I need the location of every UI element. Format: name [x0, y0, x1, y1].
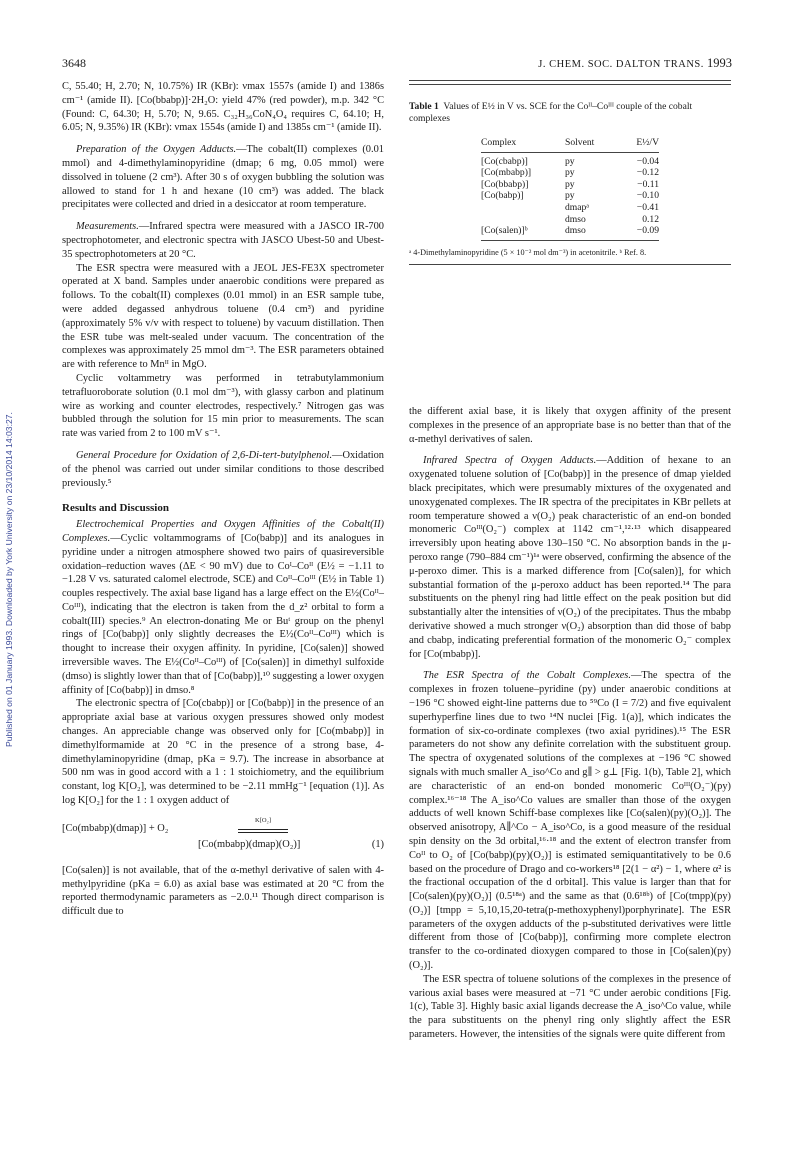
- table-cell: py: [565, 178, 575, 190]
- table-row: [481, 225, 659, 240]
- paragraph: The electronic spectra of [Co(cbabp)] or [Co(babp)] in the presence of an appropriate axial base at various oxygen pressures showed only modest changes. An appreciable change was observed only for [Co(mbabp)] in dimethylformamide at 20 °C in the presence of a strong base, 4-dimethylaminopyridine (dmap, pKa = 9.7). The increase in absorbance at 500 nm was in good accord with a 1 : 1 stoichiometry, and the equilibrium constant, log K[O₂], was determined to be −2.11 mmHg⁻¹ [equation (1)]. As log K[O₂] for the 1 : 1 oxygen adduct of: [62, 698, 384, 807]
- table-header-row: [481, 137, 659, 152]
- paragraph-body: —Oxidation of the phenol was carried out under similar conditions to those described previously.⁵: [62, 449, 384, 489]
- paragraph-title: The ESR Spectra of the Cobalt Complexes.: [423, 670, 631, 682]
- paragraph: [62, 220, 384, 261]
- paragraph: the different axial base, it is likely that oxygen affinity of the present complexes in the presence of an appropriate base is no better than that of the α-methyl derivatives of salen.: [409, 406, 731, 445]
- paragraph: [409, 669, 731, 973]
- left-column: [62, 80, 384, 919]
- download-stamp[interactable]: Published on 01 January 1993. Downloaded by York University on 23/10/2014 14:03:27.: [4, 412, 14, 748]
- table-cell: −0.41: [636, 201, 659, 213]
- paragraph-body: —Cyclic voltammograms of [Co(babp)] and its analogues in pyridine under a nitrogen atmosphere showed two pairs of quasireversible oxidation–reduction waves (ΔE < 90 mV) due to Coᴵ–Coᴵᴵ (E½ = −1.11 to −1.28 V vs. saturated calomel electrode, SCE) and Coᴵᴵ–Coᴵᴵᴵ (E½ in Table 1) couples respectively. The axial base ligand has a large effect on the E½(Coᴵᴵ–Coᴵᴵᴵ), indicating that the electron is taken from the d_z² orbital to form a cobalt(III) species.⁹ An electron-donating Me or Buᵗ group on the phenyl rings of [Co(babp)] only slightly decreases the E½(Coᴵᴵ–Coᴵᴵᴵ) which is thought to increase their oxygen affinity. In pyridine, [Co(salen)] showed irreversible waves. The E½(Coᴵᴵ–Coᴵᴵᴵ) of [Co(salen)] in dimethyl sulfoxide (dmso) is slightly lower than that of [Co(babp)],¹⁰ suggesting a lower oxygen affinity of [Co(babp)] in dmso.⁸: [62, 532, 384, 696]
- paragraph-title: Electrochemical Properties and Oxygen Affinities of the Cobalt(II) Complexes.: [62, 519, 384, 544]
- table-cell: [Co(babp)]: [481, 190, 524, 202]
- table-caption-text: Values of E½ in V vs. SCE for the Coᴵᴵ–Coᴵᴵᴵ couple of the cobalt complexes: [409, 101, 693, 124]
- table-cell: py: [565, 167, 575, 179]
- paragraph: C, 55.40; H, 2.70; N, 10.75%) IR (KBr): νmax 1557s (amide I) and 1386s cm⁻¹ (amide II). [Co(bbabp)]·2H₂O: yield 47% (red powder), m.p. 342 °C (Found: C, 64.30; H, 5.70; N, 9.65. C₃₂H₃₆CoN₄O₄ requires C, 64.10; H, 6.05; N, 9.35%) IR (KBr): νmax 1554s (amide I) and 1385s cm⁻¹ (amide II).: [62, 81, 384, 134]
- table-top-rule: [409, 80, 731, 81]
- table-cell: −0.12: [636, 167, 659, 179]
- paragraph: [Co(salen)] is not available, that of the α-methyl derivative of salen with 4-methylpyridine (pKa = 6.0) as axial base was estimated at 20 °C from the reported thermodynamic parameters as −2.0.¹¹ Though direct comparison is difficult due to: [62, 864, 384, 918]
- table-top-rule: [409, 84, 731, 85]
- journal-name: J. CHEM. SOC. DALTON TRANS.: [538, 59, 704, 70]
- paragraph: [62, 449, 384, 490]
- column-header: Solvent: [565, 137, 595, 148]
- table-cell: −0.11: [637, 178, 659, 190]
- table-cell: −0.09: [625, 225, 659, 240]
- column-header: E½/V: [636, 137, 659, 148]
- table-row: [481, 214, 659, 226]
- paragraph-body: —The spectra of the complexes in frozen toluene–pyridine (py) under anaerobic conditions at −196 °C showed eight-line patterns due to ⁵⁹Co (I = 7/2) and five equivalent superhyperfine lines due to two ¹⁴N nuclei [Fig. 1(a)], which indicates the formation of six-co-ordinate complexes (two axial pyridines).¹⁵ The ESR parameters do not show any definite correlation with the substituent group. The spectra of oxygenated solutions of the complexes at −196 °C showed signals with much smaller A_iso^Co and g∥ > g⊥ [Fig. 1(b), Table 2], which are characteristic of an end-on bonded monomeric Coᴵᴵᴵ(O₂⁻)(py) complex.¹⁶⁻¹⁸ The A_iso^Co values are smaller than those of the oxygen adducts of well known Schiff-base complexes like [Co(salen)(py)(O₂)]. The observed anisotropy, A∥^Co − A_iso^Co, is a good measure of the residual spin density on the 3d orbital,¹⁶·¹⁸ and the extent of electron transfer from Coᴵᴵ to O₂ of [Co(babp)(py)(O₂)] is estimated semiquantitatively to be 0.6 based on the procedure of Drago and co-workers¹⁸ [2(1 − α²) − 1, where α² is the fractional occupation of the d orbital]. This value is larger than that for [Co(salen)(py)(O₂)] (0.5¹⁸ᵃ) and the same as that (0.6¹⁸ᵇ) of [Co(tmpp)(py)(O₂)] [tmpp = 5,10,15,20-tetra(p-methoxyphenyl)porphyrinate]. The ESR parameters of the oxygen adducts of the p-substituted derivatives were little different from those of [Co(babp)], confirming more complete electron transfer to the co-ordinated dioxygen compared to those in [Co(salen)(py)(O₂)].: [409, 670, 732, 972]
- table-cell: py: [565, 152, 625, 167]
- table-footnote: ᵃ 4-Dimethylaminopyridine (5 × 10⁻² mol dm⁻³) in acetonitrile. ᵇ Ref. 8.: [409, 247, 647, 257]
- equilibrium-arrow: [238, 814, 288, 833]
- right-column: [409, 405, 731, 1042]
- paragraph-title: Preparation of the Oxygen Adducts.: [76, 144, 237, 156]
- table-cell: [481, 202, 565, 214]
- paragraph-body: —Addition of hexane to an oxygenated toluene solution of [Co(babp)] in the presence of dmap yielded black precipitates, which were presumably mixtures of the oxygenated and unoxygenated complexes. The IR spectra of the precipitates in KBr pellets at room temperature showed a ν(O₂) peak characteristic of an end-on bonded monomeric Coᴵᴵᴵ(O₂⁻) complex at 1142 cm⁻¹,¹²·¹³ which disappeared irreversibly upon heating above 130–150 °C. No absorption bands in the μ-peroxo range (790–884 cm⁻¹)¹ᵃ were observed, confirming the absence of the μ-peroxo dimer. This is a marked difference from [Co(salen)], for which substantial formation of the μ-peroxo adduct has been reported.¹⁴ The para substituents on the phenyl ring had little effect on the peak position but did substantially alter the intensities of ν(O₂) of the precipitates. Thus the mbabp derivative showed a much stronger ν(O₂) absorption than did those of babp and cbabp, indicating preferential formation of the monomeric O₂⁻ complex for [Co(mbabp)].: [409, 455, 731, 660]
- table-row: [481, 179, 659, 191]
- equation-number: (1): [371, 838, 384, 850]
- table-row: [481, 202, 659, 214]
- table-cell: py: [565, 190, 575, 202]
- journal-year: 1993: [707, 56, 732, 70]
- table-cell: [Co(cbabp)]: [481, 152, 565, 167]
- table-cell: [Co(bbabp)]: [481, 178, 529, 190]
- section-heading: Results and Discussion: [62, 502, 169, 515]
- paragraph-title: Measurements.: [76, 221, 139, 233]
- table-row: [481, 167, 659, 179]
- journal-header: [538, 56, 732, 71]
- equation-right: [Co(mbabp)(dmap)(O₂)]: [198, 838, 301, 850]
- paragraph: [62, 143, 384, 212]
- equilibrium-arrow-icon: [238, 829, 288, 833]
- paragraph-title: General Procedure for Oxidation of 2,6-Di-tert-butylphenol.: [76, 449, 333, 461]
- table-bottom-rule: [409, 264, 731, 265]
- table-cell: −0.10: [636, 190, 659, 202]
- table-row: [481, 190, 659, 202]
- table-cell: dmapᵃ: [565, 201, 589, 213]
- page-number: 3648: [62, 56, 86, 70]
- paragraph: The ESR spectra were measured with a JEOL JES-FE3X spectrometer operated at X band. Samples under anaerobic conditions were prepared as follows. To the cobalt(II) complexes (0.01 mmol) in an ESR sample tube, were added degassed anhydrous toluene (0.4 cm³) and pyridine (approximately 5% v/v with respect to toluene) by vacuum distillation. Then the ESR tube was melt-sealed under vacuum. The concentration of the complexes was approximately 25 mmol dm⁻³. The ESR parameters obtained are with reference to Mnᴵᴵ in MgO.: [62, 262, 384, 371]
- table-cell: 0.12: [642, 213, 659, 225]
- paragraph: [409, 454, 731, 661]
- table-label: Table 1: [409, 101, 439, 112]
- column-header: Complex: [481, 137, 517, 148]
- paragraph-body: —The cobalt(II) complexes (0.01 mmol) and 4-dimethylaminopyridine (dmap; 6 mg, 0.05 mmol) were dissolved in toluene (2 cm³). After 30 s of oxygen bubbling the solution was allowed to stand for 1 h and hexane (10 cm³) was added. The black precipitates were collected and dried in a desiccator at room temperature.: [62, 144, 384, 211]
- equation-left: [Co(mbabp)(dmap)] + O₂: [62, 822, 169, 834]
- paragraph: [62, 518, 384, 697]
- table-cell: dmso: [565, 225, 625, 240]
- table-cell: dmso: [565, 213, 586, 225]
- table-cell: [481, 214, 565, 226]
- paragraph-title: Infrared Spectra of Oxygen Adducts.: [423, 455, 597, 467]
- table-caption: [409, 101, 731, 125]
- table-grid: [481, 137, 659, 241]
- equilibrium-constant-label: K[O₂]: [255, 816, 271, 824]
- table-cell: −0.04: [625, 152, 659, 167]
- paragraph-body: —Infrared spectra were measured with a JASCO IR-700 spectrophotometer, and electronic spectra with JASCO Ubest-50 and Ubest-35 spectrophotometers at 20 °C.: [62, 221, 384, 260]
- table-row: [481, 152, 659, 167]
- table-cell: [Co(salen)]ᵇ: [481, 225, 565, 240]
- paragraph: The ESR spectra of toluene solutions of the complexes in the presence of various axial bases were measured at −71 °C under aerobic conditions [Fig. 1(c), Table 3]. Highly basic axial ligands decrease the A_iso^Co value, while the para substituents on the phenyl ring only slightly affect the ESR parameters. However, the intensities of the signals were quite different from: [409, 973, 731, 1041]
- paragraph: Cyclic voltammetry was performed in tetrabutylammonium tetrafluoroborate solution (0.1 mol dm⁻³), with glassy carbon and platinum wire as working and counter electrodes, respectively.⁷ Nitrogen gas was bubbled through the solution for 15 min prior to measurements. The scan rate was varied from 2 to 100 mV s⁻¹.: [62, 372, 384, 440]
- table-cell: [Co(mbabp)]: [481, 167, 532, 179]
- equation-1: [62, 816, 384, 856]
- table-1: [409, 80, 731, 265]
